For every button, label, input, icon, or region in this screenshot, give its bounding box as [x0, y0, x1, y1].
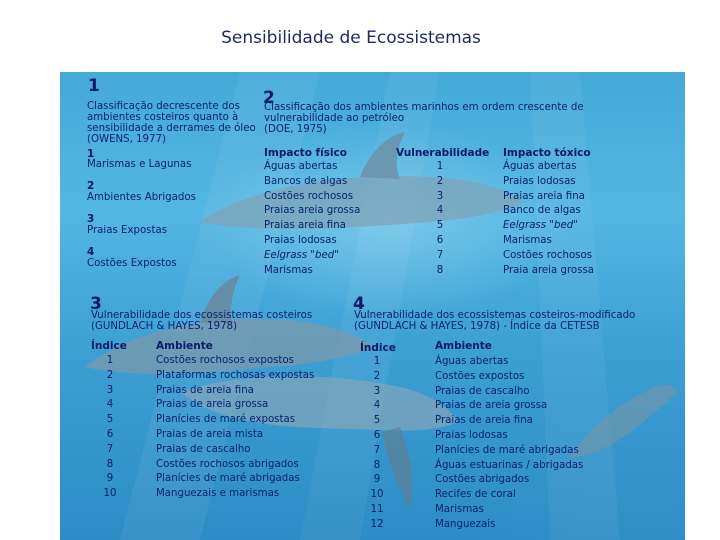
section-4-index-column [366, 355, 388, 533]
section-3-index-6: 6 [106, 428, 114, 440]
section-3-heading-line-2: (GUNDLACH & HAYES, 1978) [91, 321, 238, 332]
section-3-index-3: 3 [106, 384, 114, 396]
section-4-ambiente-4: Praias de areia grossa [435, 400, 548, 412]
section-3-index-2: 2 [106, 369, 114, 381]
section-3-ambiente-10: Manguezais e marismas [156, 488, 280, 500]
section-2-toxico-column [503, 160, 594, 278]
section-3-ambiente-8: Costões rochosos abrigados [156, 458, 299, 470]
section-3-index-column [100, 354, 120, 502]
section-1-heading-line-4: (OWENS, 1977) [87, 134, 166, 145]
section-2-vuln-6: 6 [436, 234, 444, 246]
section-1-item-2-number: 2 [87, 180, 95, 192]
section-1-heading-line-2: ambientes costeiros quanto à [87, 112, 239, 123]
section-4-header-ambiente: Ambiente [435, 340, 492, 352]
section-4-index-10: 10 [370, 489, 384, 501]
section-2-toxico-2: Praias lodosas [503, 175, 576, 187]
section-3-index-10: 10 [103, 488, 117, 500]
section-2-heading-line-3: (DOE, 1975) [264, 124, 327, 135]
section-2-vulnerabilidade-column [432, 160, 448, 278]
section-1-item-2-label: Ambientes Abrigados [87, 192, 196, 203]
section-2-fisico-3: Costões rochosos [264, 190, 354, 202]
section-2-toxico-4: Banco de algas [503, 205, 581, 217]
section-4-index-9: 9 [373, 474, 381, 486]
section-3-ambiente-2: Plataformas rochosas expostas [156, 369, 315, 381]
section-4-number: 4 [353, 294, 365, 314]
underwater-figure [60, 72, 685, 540]
section-2-vuln-4: 4 [436, 205, 444, 217]
section-4-index-3: 3 [373, 385, 381, 397]
section-1-item-1-label: Marismas e Lagunas [87, 159, 192, 170]
section-2-fisico-7: Eelgrass "bed" [264, 249, 339, 261]
section-2-vuln-1: 1 [436, 161, 444, 172]
section-1-item-4-label: Costões Expostos [87, 258, 177, 269]
section-4-index-6: 6 [373, 429, 381, 441]
section-4-index-12: 12 [370, 518, 384, 530]
section-2-fisico-2: Bancos de algas [264, 175, 348, 187]
section-4-ambiente-12: Manguezais [435, 518, 496, 530]
section-3-header-ambiente: Ambiente [156, 340, 213, 352]
section-3-ambiente-7: Praias de cascalho [156, 443, 251, 455]
section-3-index-8: 8 [106, 458, 114, 470]
section-3-heading-line-1: Vulnerabilidade dos ecossistemas costeiros [91, 310, 313, 321]
section-2-fisico-8: Marismas [264, 264, 313, 276]
section-2-heading-line-1: Classificação dos ambientes marinhos em ordem crescente de [264, 102, 584, 113]
section-4-ambiente-5: Praias de areia fina [435, 415, 533, 427]
section-1-heading-line-1: Classificação decrescente dos [87, 101, 240, 112]
section-4-heading-line-2: (GUNDLACH & HAYES, 1978) - Índice da CETESB [354, 321, 600, 332]
section-4-ambiente-2: Costões expostos [435, 370, 525, 382]
section-1-heading-line-3: sensibilidade a derrames de óleo [87, 123, 256, 134]
section-4-ambiente-1: Águas abertas [435, 356, 509, 367]
section-1-number: 1 [88, 76, 100, 96]
section-3-index-4: 4 [106, 399, 114, 411]
section-4-ambiente-11: Marismas [435, 503, 484, 515]
section-4-ambiente-column [435, 355, 583, 533]
section-4-header-indice: Índice [360, 342, 396, 354]
section-4-index-11: 11 [370, 503, 384, 515]
section-2-header-toxico: Impacto tóxico [503, 147, 591, 159]
section-4-index-5: 5 [373, 415, 381, 427]
section-2-toxico-8: Praia areia grossa [503, 264, 595, 276]
section-2-fisico-1: Águas abertas [264, 161, 338, 172]
section-2-vuln-8: 8 [436, 264, 444, 276]
section-2-number: 2 [263, 88, 275, 108]
section-2-toxico-5: Eelgrass "bed" [503, 220, 578, 232]
section-4-index-1: 1 [373, 356, 381, 367]
section-2-vuln-7: 7 [436, 249, 444, 261]
section-4-index-7: 7 [373, 444, 381, 456]
section-2-heading-line-2: vulnerabilidade ao petróleo [264, 113, 405, 124]
section-4-ambiente-7: Planícies de maré abrigadas [435, 444, 579, 456]
section-3-ambiente-6: Praias de areia mista [156, 428, 264, 440]
section-3-ambiente-4: Praias de areia grossa [156, 399, 269, 411]
section-3-number: 3 [90, 294, 102, 314]
section-2-fisico-6: Praias lodosas [264, 234, 337, 246]
section-3-index-1: 1 [106, 355, 114, 366]
section-4-heading-line-1: Vulnerabilidade dos ecossistemas costeiros-modificado [354, 310, 636, 321]
section-4-ambiente-6: Praias lodosas [435, 429, 508, 441]
section-2-fisico-4: Praias areia grossa [264, 205, 361, 217]
section-1-item-4-number: 4 [87, 246, 95, 258]
section-2-toxico-1: Águas abertas [503, 161, 577, 172]
section-2-fisico-5: Praias areia fina [264, 220, 346, 232]
section-3-ambiente-3: Praias de areia fina [156, 384, 254, 396]
section-1-item-3-label: Praias Expostas [87, 225, 168, 236]
section-4-ambiente-3: Praias de cascalho [435, 385, 530, 397]
section-2-header-fisico: Impacto físico [264, 147, 348, 159]
section-4-ambiente-8: Águas estuarinas / abrigadas [435, 459, 584, 471]
section-3-ambiente-1: Costões rochosos expostos [156, 355, 294, 366]
section-3-ambiente-5: Planícies de maré expostas [156, 414, 296, 426]
section-3-index-7: 7 [106, 443, 114, 455]
section-4-index-8: 8 [373, 459, 381, 471]
slide-title: Sensibilidade de Ecossistemas [221, 28, 481, 48]
section-2-fisico-column [264, 160, 360, 278]
section-4-index-2: 2 [373, 370, 381, 382]
section-3-index-9: 9 [106, 473, 114, 485]
section-2-header-vulnerabilidade: Vulnerabilidade [396, 147, 490, 159]
section-1-item-1-number: 1 [87, 148, 95, 160]
section-4-index-4: 4 [373, 400, 381, 412]
section-2-vuln-3: 3 [436, 190, 444, 202]
section-2-vuln-5: 5 [436, 220, 444, 232]
section-2-toxico-7: Costões rochosos [503, 249, 593, 261]
section-3-ambiente-9: Planícies de maré abrigadas [156, 473, 300, 485]
section-2-toxico-6: Marismas [503, 234, 552, 246]
section-2-vuln-2: 2 [436, 175, 444, 187]
section-2-toxico-3: Praias areia fina [503, 190, 585, 202]
section-1-item-3-number: 3 [87, 213, 95, 225]
section-3-ambiente-column [156, 354, 314, 502]
section-4-ambiente-10: Recifes de coral [435, 489, 516, 501]
section-3-index-5: 5 [106, 414, 114, 426]
section-4-ambiente-9: Costões abrigados [435, 474, 530, 486]
section-3-header-indice: Índice [91, 340, 127, 352]
